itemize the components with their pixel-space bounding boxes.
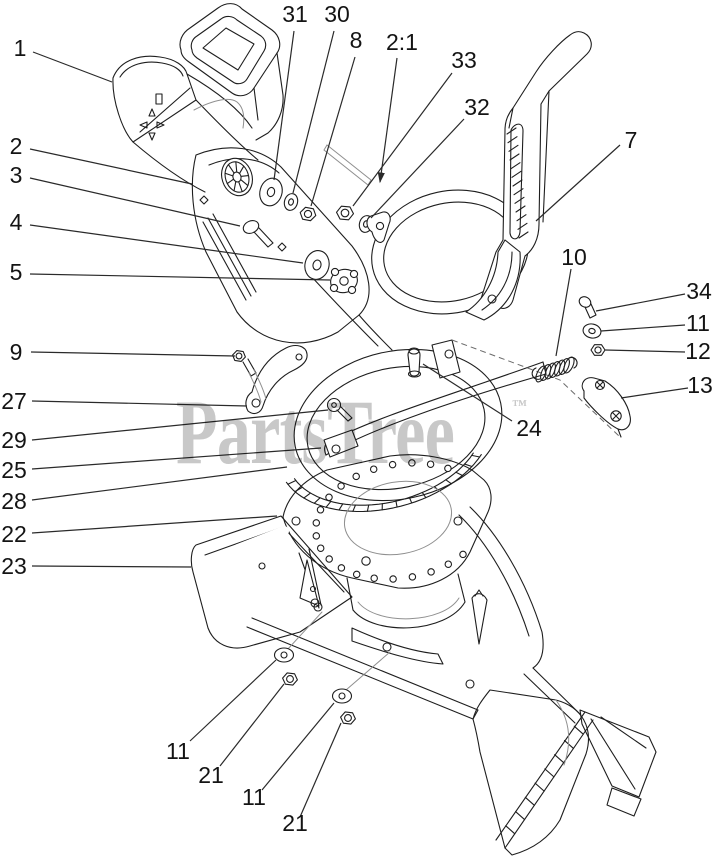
callout-label-part-34: 34	[686, 278, 712, 304]
callout-label-part-23: 23	[1, 553, 27, 579]
deflector-arrow-decals-shape	[149, 133, 155, 140]
ring-gear-teeth-shape	[472, 455, 480, 457]
callout-part-29[interactable]	[1, 410, 328, 453]
callout-label-part-33: 33	[451, 47, 477, 73]
callout-label-scale-2-1: 2:1	[386, 29, 418, 55]
chute-ring-gear-assembly-shape	[280, 331, 516, 519]
handle-mount-ear	[367, 212, 390, 243]
chute-base-part-23-shape	[358, 598, 459, 619]
callout-leader-part-27	[32, 401, 247, 406]
callout-label-part-5: 5	[9, 259, 23, 285]
base-funnel-shape	[496, 712, 593, 848]
ring-gear-teeth-shape	[446, 480, 452, 484]
callout-label-part-11-a: 11	[686, 310, 710, 336]
callout-label-part-30: 30	[324, 1, 350, 27]
plate-bolt-holes-shape	[371, 575, 377, 581]
retainer-hub-5	[328, 266, 360, 295]
callout-leader-part-11-b	[190, 660, 276, 741]
callout-part-11-c[interactable]	[242, 703, 334, 810]
retainer-hub-5-shape	[331, 268, 338, 275]
callout-label-part-21-a: 21	[198, 762, 224, 788]
callout-leader-part-21-a	[220, 684, 284, 766]
plate-bolt-holes-shape	[460, 551, 466, 557]
nut-8	[300, 207, 316, 220]
plate-bolt-holes-shape	[427, 461, 433, 467]
washer-30	[282, 192, 299, 212]
base-funnel	[473, 690, 593, 855]
nut-12	[591, 345, 605, 356]
callout-label-part-7: 7	[624, 127, 638, 153]
deflector-arrow-decals	[140, 94, 164, 140]
base-funnel-shape	[556, 700, 569, 765]
chute-deflector-part-shape	[191, 16, 265, 83]
callout-part-5[interactable]	[10, 259, 330, 285]
callout-leader-part-1	[33, 52, 112, 82]
deflector-arrow-decals-shape	[156, 94, 162, 104]
callout-leader-part-24	[423, 364, 512, 421]
plate-bolt-holes-shape	[428, 569, 434, 575]
callout-label-part-3: 3	[9, 162, 23, 188]
callout-label-part-4: 4	[9, 209, 23, 235]
upper-chute-part-shape	[278, 243, 286, 251]
callout-part-3[interactable]	[10, 162, 240, 226]
chute-base-part-23-shape	[524, 668, 583, 723]
rod-scale-detail	[324, 145, 371, 185]
chute-base-part-23-shape	[472, 594, 487, 644]
callout-leader-part-11-c	[262, 703, 334, 790]
base-funnel-shape-shape	[535, 783, 544, 791]
callout-label-part-11-c: 11	[242, 784, 266, 810]
callout-label-part-2: 2	[9, 133, 23, 159]
handle-mount-ear-shape	[367, 212, 390, 243]
spring-10	[532, 356, 577, 384]
callout-leader-part-25	[32, 448, 321, 469]
chute-deflector-part-shape	[254, 88, 258, 120]
callout-part-23[interactable]	[1, 553, 191, 579]
base-funnel-shape-shape	[516, 812, 525, 820]
pivot-pin-24	[408, 348, 421, 377]
callout-leader-part-12	[605, 350, 685, 352]
callout-label-part-22: 22	[1, 521, 27, 547]
chute-base-part-23-shape	[352, 628, 443, 664]
callout-label-part-12: 12	[685, 338, 711, 364]
chute-base-part-23-shape	[466, 680, 474, 688]
callout-label-part-25: 25	[1, 457, 27, 483]
plate-bolt-holes-shape	[353, 473, 359, 479]
callout-leader-part-5	[30, 274, 330, 280]
callout-leader-part-30	[293, 31, 334, 193]
watermark-tm-icon: ™	[512, 398, 527, 414]
callout-leader-part-23	[32, 566, 191, 567]
plate-bolt-holes-shape	[326, 556, 332, 562]
callout-scale-2-1[interactable]	[380, 29, 418, 182]
plate-bolt-holes-shape	[317, 507, 323, 513]
callout-leader-part-10	[556, 269, 571, 356]
chute-deflector-part-shape	[113, 56, 196, 142]
callout-part-11-a[interactable]	[601, 310, 710, 336]
washer-4-shape	[302, 248, 332, 282]
base-funnel-shape	[473, 690, 588, 855]
retainer-hub-5-shape	[330, 284, 337, 291]
chute-base-part-23-shape	[238, 531, 284, 549]
callout-leader-part-9	[31, 352, 235, 356]
exploded-parts-diagram-shape	[233, 206, 605, 724]
callout-leader-part-32	[371, 119, 464, 218]
washer-31-shape	[257, 176, 286, 209]
callout-part-7[interactable]	[536, 127, 637, 221]
callout-leader-part-13	[621, 388, 688, 398]
callout-label-part-8: 8	[349, 27, 363, 53]
callout-leader-part-7	[536, 145, 620, 221]
chute-base-part-23-shape	[470, 507, 543, 668]
plate-bolt-holes-shape	[338, 565, 344, 571]
callout-label-part-24: 24	[516, 415, 542, 441]
carriage-bolt-3-shape	[241, 218, 261, 236]
callout-part-34[interactable]	[596, 278, 712, 311]
washer-30-shape	[282, 192, 299, 212]
base-funnel-shape-shape	[506, 826, 515, 834]
washer-11-right-shape	[582, 322, 603, 339]
carriage-bolt-3-shape	[254, 228, 273, 247]
chute-ring-gear-assembly	[243, 331, 620, 519]
ring-gear-teeth-shape	[339, 504, 343, 510]
callout-part-25[interactable]	[1, 448, 321, 483]
chute-deflector-part-shape	[120, 62, 183, 77]
nut-21-left	[283, 673, 298, 685]
screw-29	[328, 399, 353, 422]
plate-bolt-holes-shape	[371, 466, 377, 472]
washer-11-bottom-left-shape	[275, 648, 294, 662]
callout-part-9[interactable]	[10, 339, 235, 365]
nut-12-shape	[591, 345, 605, 356]
callout-label-part-27: 27	[1, 388, 27, 414]
nut-33-shape	[337, 206, 354, 220]
callout-part-28[interactable]	[1, 467, 287, 514]
callout-part-12[interactable]	[605, 338, 711, 364]
retainer-hub-5-shape	[350, 270, 357, 277]
callout-label-part-32: 32	[464, 94, 490, 120]
chute-handle-bar-25-shape	[324, 430, 358, 457]
chute-base-part-23-shape	[259, 563, 265, 569]
washer-4	[302, 248, 332, 282]
retainer-bracket-27	[246, 346, 307, 414]
plate-bolt-holes	[313, 460, 466, 583]
chute-deflector-part-shape	[256, 53, 283, 140]
callout-part-21-a[interactable]	[198, 684, 284, 788]
chute-handle-bar-25-shape	[331, 362, 543, 441]
mounting-plate-part-22-shape	[454, 517, 462, 525]
chute-deflector-part-shape	[196, 100, 258, 160]
nut-21-right	[341, 712, 356, 724]
callout-leader-part-11-a	[601, 325, 685, 331]
base-funnel-shape-shape	[525, 797, 534, 805]
washer-11-bottom-right-shape	[333, 689, 352, 703]
base-leg	[580, 710, 656, 816]
ring-gear-teeth-shape	[353, 505, 356, 511]
plate-bolt-holes-shape	[409, 460, 415, 466]
bolt-34	[577, 295, 596, 318]
callout-label-part-11-b: 11	[166, 738, 190, 764]
callout-part-4[interactable]	[10, 209, 303, 263]
chute-deflector-part	[113, 4, 283, 192]
plate-bolt-holes-shape	[445, 561, 451, 567]
ring-gear-teeth-shape	[288, 481, 296, 485]
ring-gear-teeth-shape	[396, 501, 397, 507]
base-funnel-shape-shape	[574, 726, 583, 734]
plate-bolt-holes-shape	[318, 545, 324, 551]
chute-handle-bar-25	[324, 362, 546, 457]
callout-leader-part-2	[30, 149, 192, 184]
callout-label-part-29: 29	[1, 427, 27, 453]
callout-part-11-b[interactable]	[166, 660, 276, 764]
plate-bolt-holes-shape	[409, 574, 415, 580]
callout-label-part-1: 1	[13, 35, 27, 61]
deflector-arrow-decals-shape	[140, 122, 147, 128]
chute-handle-bar-25-shape	[326, 374, 546, 455]
plate-bolt-holes-shape	[338, 483, 344, 489]
callout-leader-scale-2-1	[380, 58, 397, 182]
callout-part-24[interactable]	[423, 364, 542, 441]
plate-bolt-holes-shape	[354, 571, 360, 577]
plate-bolt-holes-shape	[326, 494, 332, 500]
washer-31	[257, 176, 286, 209]
chute-deflector-part-shape	[203, 28, 254, 70]
callout-part-33[interactable]	[353, 47, 477, 206]
mounting-plate-part-22-shape	[292, 517, 300, 525]
deflector-arrow-decals-shape	[149, 109, 155, 116]
ring-gear-teeth-shape	[456, 472, 462, 475]
plate-bolt-holes-shape	[445, 465, 451, 471]
rod-scale-detail-shape	[324, 145, 371, 185]
callout-label-part-21-b: 21	[282, 810, 308, 836]
callout-leader-part-33	[353, 73, 452, 206]
screw-29-shape	[328, 399, 341, 412]
upper-chute-part-shape	[192, 148, 369, 343]
ring-gear-teeth-shape	[326, 501, 331, 507]
base-funnel-shape-shape	[545, 769, 554, 777]
carriage-bolt-3	[241, 218, 273, 247]
plate-bolt-holes-shape	[390, 576, 396, 582]
base-funnel-shape	[506, 726, 583, 834]
ring-gear-teeth-shape	[314, 498, 320, 503]
mounting-plate-part-22-shape	[362, 557, 370, 565]
retainer-bracket-27-shape	[246, 346, 307, 414]
washer-11-bottom-right	[333, 689, 352, 703]
washer-11-bottom-left	[275, 648, 294, 662]
watermark: PartsTree	[176, 381, 455, 483]
nut-8-shape	[300, 207, 316, 220]
nut-21-right-shape	[341, 712, 356, 724]
washer-11-right	[582, 322, 603, 339]
chute-base-part-23-shape	[353, 602, 465, 628]
nut-33	[337, 206, 354, 220]
ring-gear-teeth-shape	[304, 493, 311, 498]
callout-part-13[interactable]	[621, 372, 713, 398]
callout-leader-part-29	[32, 410, 328, 440]
callout-part-32[interactable]	[371, 94, 490, 218]
ring-gear-teeth	[286, 453, 481, 511]
chute-handle-part-7-shape	[543, 91, 549, 222]
plate-bolt-holes-shape	[313, 520, 319, 526]
callout-part-8[interactable]	[311, 27, 362, 206]
callout-label-part-10: 10	[561, 244, 587, 270]
callout-leader-part-34	[596, 294, 685, 311]
plate-bolt-holes-shape	[389, 461, 395, 467]
base-funnel-shape-shape	[555, 755, 564, 763]
callout-leader-part-3	[30, 178, 240, 226]
latch-lever-13-shape	[582, 378, 630, 430]
nut-21-left-shape	[283, 673, 298, 685]
retainer-hub-5-shape	[348, 286, 355, 293]
callout-part-21-b[interactable]	[282, 723, 341, 836]
plate-bolt-holes-shape	[313, 533, 319, 539]
callout-part-2[interactable]	[10, 133, 192, 184]
callout-part-27[interactable]	[1, 388, 247, 414]
handle-shoe	[466, 240, 520, 320]
upper-chute-part-shape	[200, 196, 208, 204]
latch-hardware-group	[532, 295, 630, 437]
callout-label-part-28: 28	[1, 488, 27, 514]
ring-gear-teeth-shape	[367, 505, 368, 511]
callout-leader-part-28	[32, 467, 287, 500]
callout-leader-part-8	[311, 57, 355, 206]
chute-base-part-23-shape	[347, 574, 465, 610]
callout-label-part-31: 31	[282, 1, 308, 27]
callout-label-part-9: 9	[9, 339, 23, 365]
callout-label-part-13: 13	[687, 372, 713, 398]
callout-part-1[interactable]	[14, 35, 112, 82]
